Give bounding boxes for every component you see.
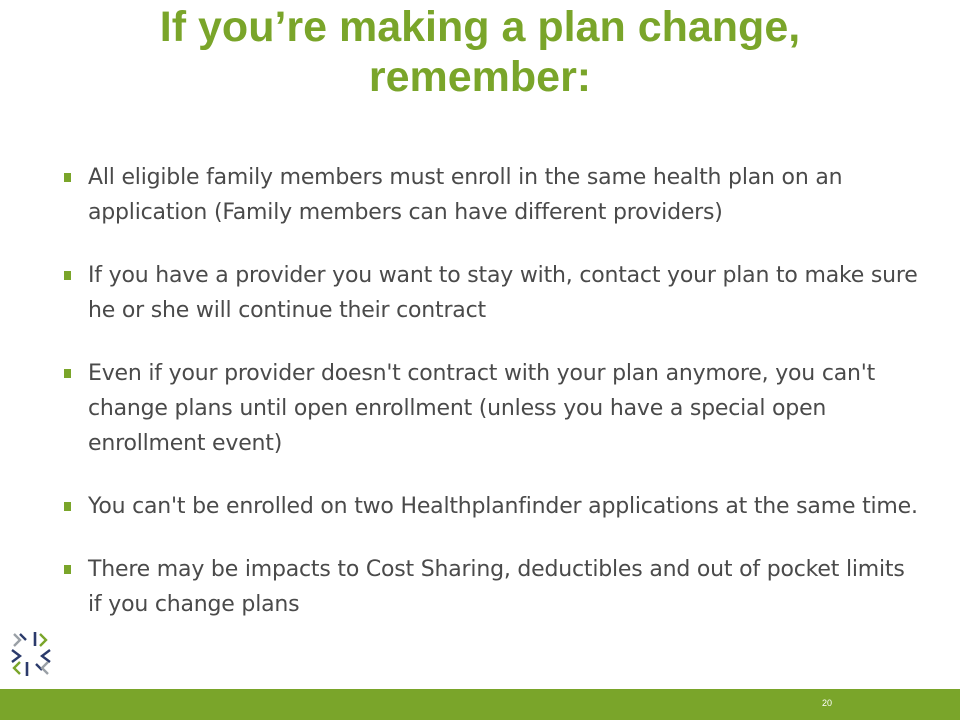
square-bullet-icon [64, 271, 71, 280]
bullet-item [64, 489, 924, 524]
bullet-item [64, 552, 924, 622]
bullet-item [64, 356, 924, 461]
bullet-text: There may be impacts to Cost Sharing, deductibles and out of pocket limits if you change plans [88, 557, 905, 617]
bullet-text: If you have a provider you want to stay with, contact your plan to make sure he or she will continue their contract [88, 263, 918, 323]
bullet-text: You can't be enrolled on two Healthplanfinder applications at the same time. [88, 494, 918, 519]
square-bullet-icon [64, 369, 71, 378]
square-bullet-icon [64, 502, 71, 511]
slide-title-line: If you’re making a plan change, [159, 3, 801, 51]
bullet-item [64, 160, 924, 230]
bullet-text: All eligible family members must enroll in the same health plan on an application (Family members can have different providers) [88, 165, 843, 225]
page-number: 20 [821, 698, 832, 708]
slide-title-line: remember: [368, 53, 592, 101]
asterisk-arrows-logo-icon [8, 628, 54, 678]
bullet-list [64, 160, 924, 650]
square-bullet-icon [64, 173, 71, 182]
footer-bar [0, 689, 960, 720]
bullet-text: Even if your provider doesn't contract with your plan anymore, you can't change plans until open enrollment (unless you have a special open enrollment event) [88, 361, 876, 456]
bullet-item [64, 258, 924, 328]
slide-title [0, 2, 960, 102]
square-bullet-icon [64, 565, 71, 574]
